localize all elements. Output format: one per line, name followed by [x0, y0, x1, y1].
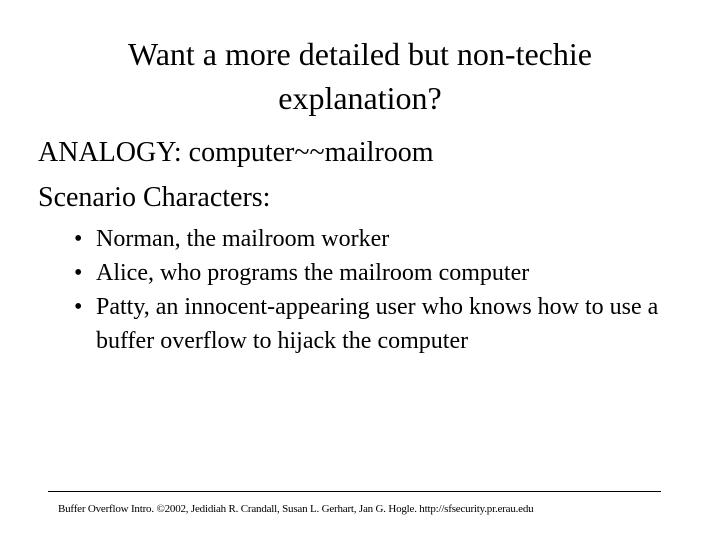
list-item-norman [74, 222, 694, 256]
slide-title: Want a more detailed but non-techie explanation? [128, 36, 592, 116]
scenario-characters-heading: Scenario Characters: [38, 182, 271, 213]
list-item-text: Norman, the mailroom worker [96, 226, 390, 252]
character-list [74, 222, 694, 358]
list-item-text: Patty, an innocent-appearing user who knows how to use a buffer overflow to hijack the computer [96, 294, 659, 354]
list-item-patty [74, 290, 694, 358]
bullet-icon: • [74, 226, 83, 252]
analogy-heading: ANALOGY: computer~~mailroom [38, 137, 434, 168]
footer-credits: Buffer Overflow Intro. ©2002, Jedidiah R. Crandall, Susan L. Gerhart, Jan G. Hogle. http://sfsecurity.pr.erau.edu [58, 503, 534, 515]
list-item-text: Alice, who programs the mailroom computer [96, 260, 530, 286]
bullet-icon: • [74, 260, 83, 286]
footer-divider [48, 491, 661, 492]
list-item-alice [74, 256, 694, 290]
bullet-icon: • [74, 294, 83, 320]
